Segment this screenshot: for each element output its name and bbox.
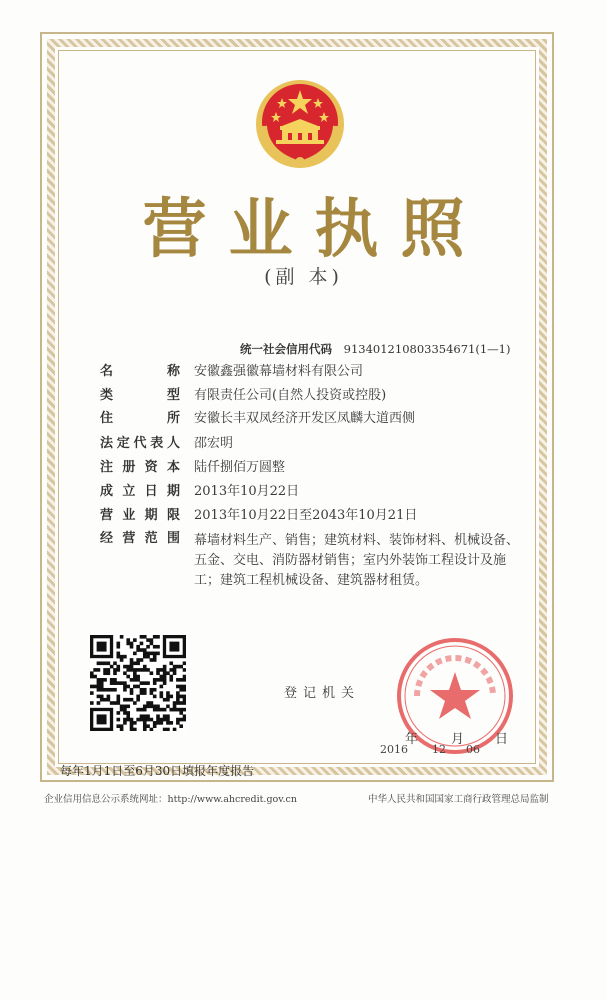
field-value: 幕墙材料生产、销售；建筑材料、装饰材料、机械设备、五金、交电、消防器材销售；室内外装饰工程设计及施工；建筑工程机械设备、建筑器材租赁。 bbox=[194, 533, 520, 588]
credit-code-value: 913401210803354671(1—1) bbox=[343, 342, 511, 356]
footer-supervisor: 中华人民共和国国家工商行政管理总局监制 bbox=[368, 794, 549, 805]
field-value: 2013年10月22日至2043年10月21日 bbox=[194, 508, 418, 523]
field-value: 安徽长丰双凤经济开发区凤麟大道西侧 bbox=[194, 411, 416, 426]
date-month-value: 12 bbox=[432, 743, 446, 756]
field-label: 经 营 范 围 bbox=[100, 531, 180, 546]
field-value: 2013年10月22日 bbox=[194, 484, 300, 499]
date-month-label: 月 bbox=[451, 732, 465, 747]
annual-report-notice: 每年1月1日至6月30日填报年度报告 bbox=[60, 764, 255, 778]
date-day-label: 日 bbox=[495, 732, 509, 747]
field-value: 有限责任公司(自然人投资或控股) bbox=[194, 388, 387, 403]
date-year-label: 年 bbox=[405, 732, 419, 747]
credit-code-label: 统一社会信用代码 bbox=[240, 342, 332, 356]
field-value: 安徽鑫强徽幕墙材料有限公司 bbox=[194, 364, 364, 379]
credit-code-row bbox=[240, 341, 510, 357]
field-label: 营 业 期 限 bbox=[100, 508, 180, 523]
field-value: 邵宏明 bbox=[194, 436, 234, 451]
national-emblem-icon bbox=[252, 76, 348, 172]
field-label: 住 所 bbox=[100, 411, 180, 426]
qr-code-icon bbox=[90, 635, 186, 731]
field-label: 法 定 代 表 人 bbox=[100, 436, 180, 451]
field-value: 陆仟捌佰万圆整 bbox=[194, 460, 286, 475]
footer-website: 企业信用信息公示系统网址：http://www.ahcredit.gov.cn bbox=[44, 794, 297, 805]
field-label: 注 册 资 本 bbox=[100, 460, 180, 475]
registration-office: 登记机关 bbox=[284, 686, 361, 701]
date-year-value: 2016 bbox=[380, 743, 408, 756]
field-label: 类 型 bbox=[100, 388, 180, 403]
document-title: 营业执照 bbox=[142, 192, 487, 267]
date-day-value: 06 bbox=[466, 743, 480, 756]
field-label: 名 称 bbox=[100, 364, 180, 379]
document-subtitle: (副 本) bbox=[264, 266, 343, 288]
field-label: 成 立 日 期 bbox=[100, 484, 180, 499]
